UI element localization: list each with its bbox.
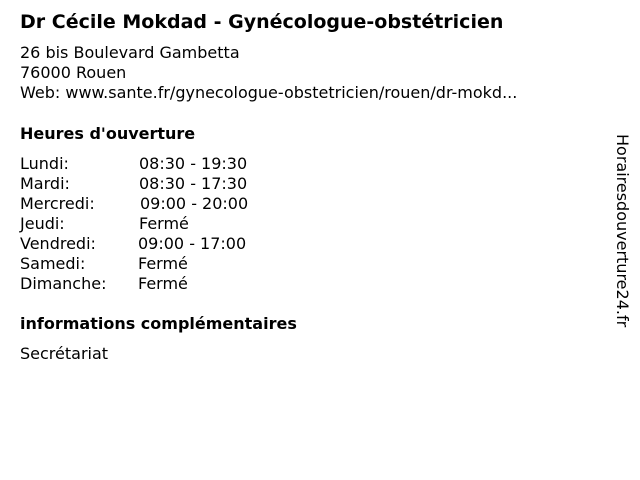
address-city: 76000 Rouen [20,63,127,82]
hours-value: 08:30 - 17:30 [139,174,248,193]
hours-value: 09:00 - 20:00 [140,194,249,213]
page-title: Dr Cécile Mokdad - Gynécologue-obstétricien [20,11,504,33]
hours-value: Fermé [139,214,189,233]
hours-value: 09:00 - 17:00 [138,234,247,253]
site-watermark: Horairesdouverture24.fr [613,134,632,328]
hours-value: Fermé [138,254,188,273]
hours-value: Fermé [138,274,188,293]
day-label: Dimanche: [20,274,107,293]
website-link[interactable]: Web: www.sante.fr/gynecologue-obstetricien/rouen/dr-mokd... [20,83,518,102]
day-label: Jeudi: [20,214,65,233]
day-label: Mercredi: [20,194,95,213]
address-block [20,43,517,103]
day-label: Vendredi: [20,234,96,253]
day-label: Samedi: [20,254,86,273]
hours-value: 08:30 - 19:30 [139,154,248,173]
address-street: 26 bis Boulevard Gambetta [20,43,240,62]
day-label: Mardi: [20,174,70,193]
day-label: Lundi: [20,154,69,173]
additional-info-heading: informations complémentaires [20,314,297,333]
opening-hours-heading: Heures d'ouverture [20,124,196,143]
additional-info-text: Secrétariat [20,344,109,363]
